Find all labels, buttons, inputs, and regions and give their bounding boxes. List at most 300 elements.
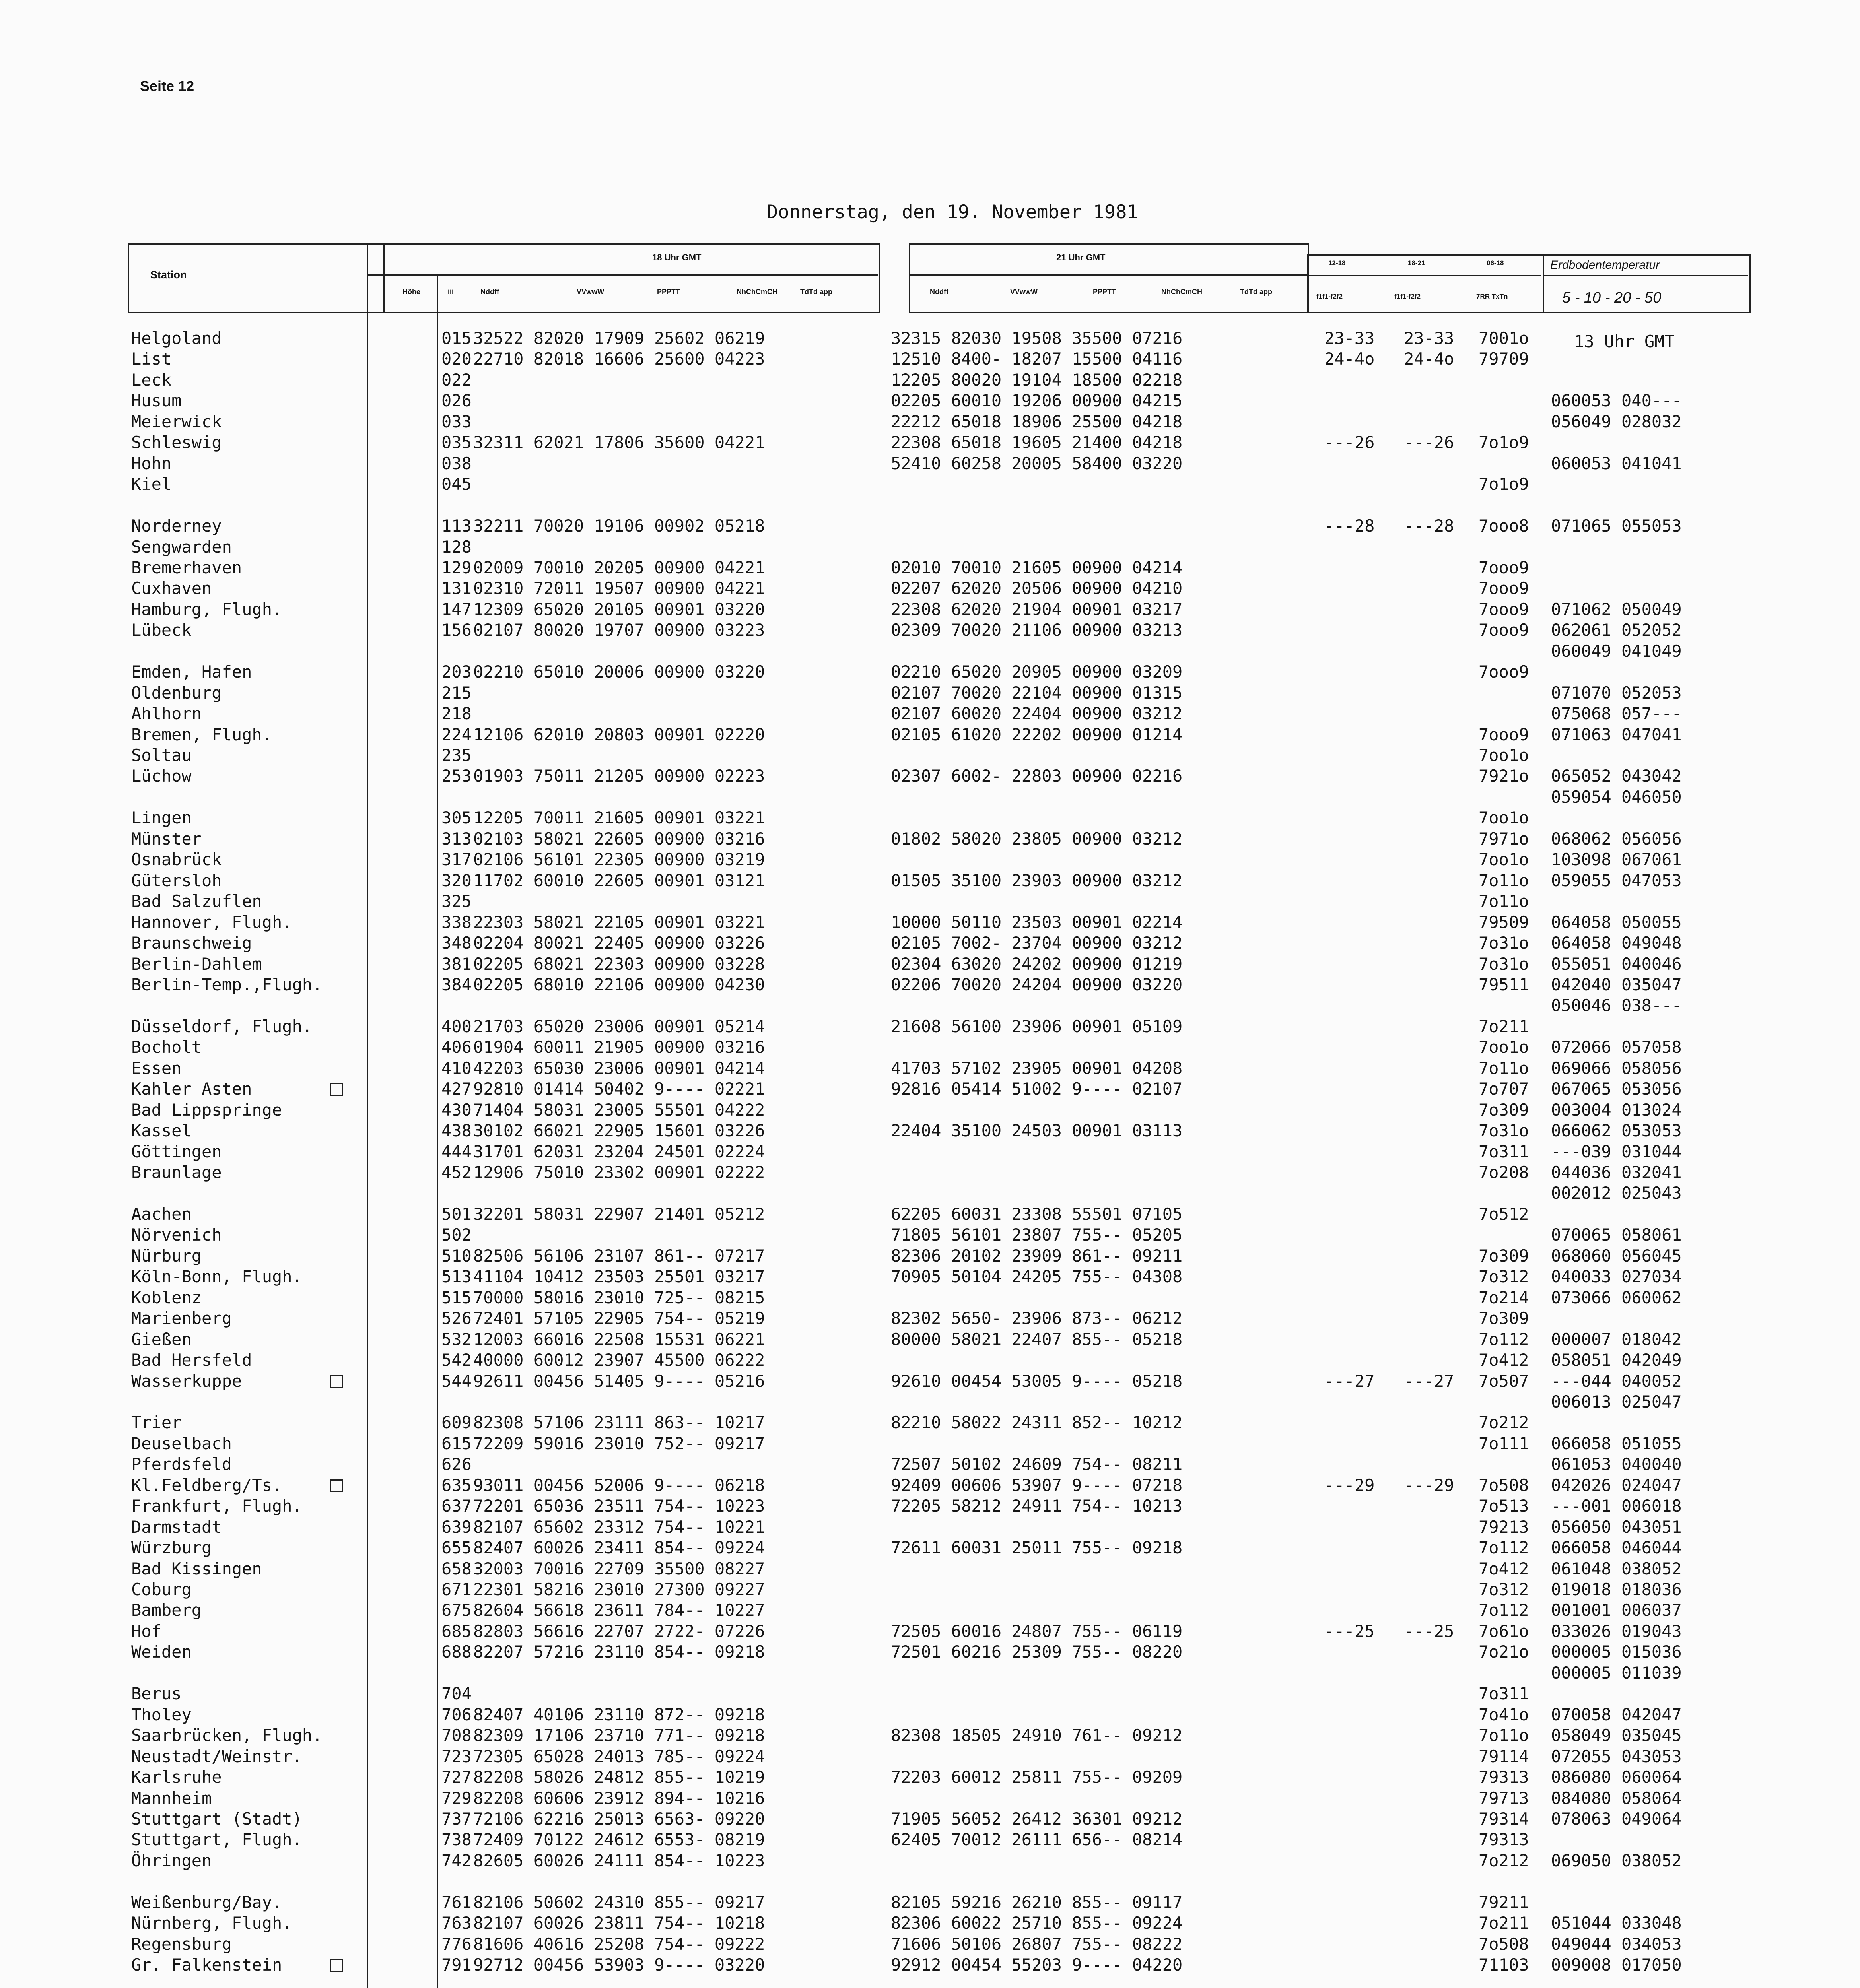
precip-06-18: 79713	[1479, 1788, 1529, 1808]
station-number: 131	[441, 579, 472, 598]
soil-temp: 042026 024047	[1551, 1475, 1682, 1495]
header-soil-temp: Erdbodentemperatur	[1550, 258, 1660, 272]
obs-18-gmt: 72209 59016 23010 752-- 09217	[473, 1433, 765, 1453]
soil-temp: 073066 060062	[1551, 1287, 1682, 1307]
obs-21-gmt: 02105 61020 22202 00900 01214	[891, 724, 1183, 744]
header-21-col: NhChCmCH	[1161, 288, 1202, 296]
precip-06-18: 79509	[1479, 912, 1529, 932]
obs-21-gmt: 02107 70020 22104 00900 01315	[891, 683, 1183, 703]
precip-06-18: 7oo1o	[1479, 808, 1529, 828]
station-number: 626	[441, 1454, 472, 1474]
precip-06-18: 7ooo9	[1479, 557, 1529, 577]
station-name: Meierwick	[131, 412, 222, 431]
header-18-gmt: 18 Uhr GMT	[652, 252, 702, 262]
precip-06-18: 7001o	[1479, 328, 1529, 348]
obs-18-gmt: 82208 58026 24812 855-- 10219	[473, 1767, 765, 1787]
precip-06-18: 7ooo9	[1479, 724, 1529, 744]
soil-temp: 000005 015036	[1551, 1642, 1682, 1662]
obs-21-gmt: 72203 60012 25811 755-- 09209	[891, 1767, 1183, 1787]
station-number: 704	[441, 1684, 472, 1704]
station-number: 156	[441, 620, 472, 640]
station-number: 128	[441, 537, 472, 557]
station-number: 215	[441, 683, 472, 703]
station-name: Lingen	[131, 808, 192, 828]
obs-18-gmt: 12106 62010 20803 00901 02220	[473, 724, 765, 744]
station-name: Münster	[131, 829, 202, 848]
page-number: Seite 12	[140, 78, 194, 94]
station-number: 544	[441, 1371, 472, 1391]
precip-06-18: 7o312	[1479, 1267, 1529, 1287]
soil-temp: 062061 052052	[1551, 620, 1682, 640]
square-icon	[330, 1959, 343, 1972]
soil-temp: ---044 040052	[1551, 1371, 1682, 1391]
soil-temp: 009008 017050	[1551, 1955, 1682, 1975]
soil-temp: 056050 043051	[1551, 1517, 1682, 1537]
obs-18-gmt: 22301 58216 23010 27300 09227	[473, 1580, 765, 1599]
obs-18-gmt: 42203 65030 23006 00901 04214	[473, 1058, 765, 1078]
precip-12-18: ---25	[1324, 1621, 1375, 1641]
station-number: 113	[441, 516, 472, 536]
soil-temp: 059055 047053	[1551, 870, 1682, 890]
station-name: Pferdsfeld	[131, 1454, 232, 1474]
obs-18-gmt: 22303 58021 22105 00901 03221	[473, 912, 765, 932]
soil-temp: 042040 035047	[1551, 975, 1682, 994]
station-name: Essen	[131, 1058, 182, 1078]
obs-21-gmt: 12510 8400- 18207 15500 04116	[891, 349, 1183, 369]
obs-18-gmt: 02310 72011 19507 00900 04221	[473, 579, 765, 598]
obs-21-gmt: 01802 58020 23805 00900 03212	[891, 829, 1183, 848]
station-name: Lüchow	[131, 766, 192, 786]
obs-21-gmt: 22404 35100 24503 00901 03113	[891, 1121, 1183, 1141]
obs-21-gmt: 71606 50106 26807 755-- 08222	[891, 1934, 1183, 1954]
precip-12-18: ---28	[1324, 516, 1375, 536]
station-name: Göttingen	[131, 1142, 222, 1161]
obs-18-gmt: 02009 70010 20205 00900 04221	[473, 557, 765, 577]
precip-06-18: 7ooo9	[1479, 662, 1529, 682]
obs-21-gmt: 82210 58022 24311 852-- 10212	[891, 1413, 1183, 1433]
obs-21-gmt: 02105 7002- 23704 00900 03212	[891, 933, 1183, 953]
station-name: Kahler Asten	[131, 1079, 252, 1099]
station-number: 738	[441, 1830, 472, 1850]
station-name: Berus	[131, 1684, 182, 1704]
soil-temp: 069050 038052	[1551, 1850, 1682, 1870]
precip-18-21: 24-4o	[1404, 349, 1454, 369]
station-name: Oldenburg	[131, 683, 222, 703]
station-name: Bad Salzuflen	[131, 891, 262, 911]
precip-06-18: 7oo1o	[1479, 1037, 1529, 1057]
soil-temp: 061053 040040	[1551, 1454, 1682, 1474]
soil-temp: 019018 018036	[1551, 1580, 1682, 1599]
station-name: Kiel	[131, 474, 172, 494]
station-number: 015	[441, 328, 472, 348]
station-number: 348	[441, 933, 472, 953]
station-number: 224	[441, 724, 472, 744]
precip-06-18: 71103	[1479, 1955, 1529, 1975]
station-number: 639	[441, 1517, 472, 1537]
precip-06-18: 7o212	[1479, 1413, 1529, 1433]
obs-21-gmt: 22212 65018 18906 25500 04218	[891, 412, 1183, 431]
obs-18-gmt: 11702 60010 22605 00901 03121	[473, 870, 765, 890]
precip-06-18: 7971o	[1479, 829, 1529, 848]
precip-06-18: 7oo1o	[1479, 746, 1529, 765]
obs-18-gmt: 82107 60026 23811 754-- 10218	[473, 1913, 765, 1933]
station-name: Berlin-Temp.,Flugh.	[131, 975, 323, 994]
precip-06-18: 7o513	[1479, 1496, 1529, 1516]
soil-temp: 060053 041041	[1551, 453, 1682, 473]
precip-06-18: 7o31o	[1479, 933, 1529, 953]
station-number: 609	[441, 1413, 472, 1433]
station-name: Hannover, Flugh.	[131, 912, 292, 932]
table-divider	[367, 243, 368, 1988]
obs-21-gmt: 12205 80020 19104 18500 02218	[891, 370, 1183, 390]
obs-18-gmt: 32311 62021 17806 35600 04221	[473, 433, 765, 452]
header-box-21	[909, 243, 1309, 313]
precip-18-21: 23-33	[1404, 328, 1454, 348]
precip-18-21: ---28	[1404, 516, 1454, 536]
station-name: Bocholt	[131, 1037, 202, 1057]
square-icon	[330, 1375, 343, 1388]
obs-21-gmt: 72611 60031 25011 755-- 09218	[891, 1538, 1183, 1558]
station-number: 147	[441, 599, 472, 619]
precip-06-18: 7o1o9	[1479, 474, 1529, 494]
obs-21-gmt: 02210 65020 20905 00900 03209	[891, 662, 1183, 682]
obs-21-gmt: 82302 5650- 23906 873-- 06212	[891, 1309, 1183, 1328]
square-icon	[330, 1083, 343, 1096]
obs-21-gmt: 82306 20102 23909 861-- 09211	[891, 1246, 1183, 1266]
obs-18-gmt: 93011 00456 52006 9---- 06218	[473, 1475, 765, 1495]
header-18-col: VVwwW	[577, 288, 604, 296]
obs-21-gmt: 72501 60216 25309 755-- 08220	[891, 1642, 1183, 1662]
station-number: 655	[441, 1538, 472, 1558]
soil-temp: 071062 050049	[1551, 599, 1682, 619]
station-number: 020	[441, 349, 472, 369]
precip-06-18: 7o412	[1479, 1350, 1529, 1370]
station-number: 513	[441, 1267, 472, 1287]
soil-temp: ---039 031044	[1551, 1142, 1682, 1161]
precip-06-18: 7o111	[1479, 1433, 1529, 1453]
station-name: Cuxhaven	[131, 579, 212, 598]
soil-temp: 078063 049064	[1551, 1809, 1682, 1829]
obs-18-gmt: 02103 58021 22605 00900 03216	[473, 829, 765, 848]
precip-06-18: 7o208	[1479, 1163, 1529, 1182]
obs-18-gmt: 32211 70020 19106 00902 05218	[473, 516, 765, 536]
soil-temp: 049044 034053	[1551, 1934, 1682, 1954]
station-number: 129	[441, 557, 472, 577]
soil-temp: 033026 019043	[1551, 1621, 1682, 1641]
station-number: 526	[441, 1309, 472, 1328]
soil-temp: 071063 047041	[1551, 724, 1682, 744]
station-name: Saarbrücken, Flugh.	[131, 1726, 323, 1745]
header-precip-18-21: 18-21	[1408, 259, 1425, 267]
station-number: 675	[441, 1600, 472, 1620]
obs-21-gmt: 02309 70020 21106 00900 03213	[891, 620, 1183, 640]
obs-21-gmt: 92610 00454 53005 9---- 05218	[891, 1371, 1183, 1391]
soil-temp: 006013 025047	[1551, 1392, 1682, 1411]
obs-18-gmt: 02107 80020 19707 00900 03223	[473, 620, 765, 640]
header-18-col: Nddff	[480, 288, 499, 296]
obs-18-gmt: 82803 56616 22707 2722- 07226	[473, 1621, 765, 1641]
precip-06-18: 79211	[1479, 1892, 1529, 1912]
station-number: 510	[441, 1246, 472, 1266]
header-precip-12-18: 12-18	[1328, 259, 1346, 267]
precip-06-18: 7o11o	[1479, 870, 1529, 890]
station-name: Tholey	[131, 1705, 192, 1724]
obs-21-gmt: 62405 70012 26111 656-- 08214	[891, 1830, 1183, 1850]
obs-18-gmt: 02210 65010 20006 00900 03220	[473, 662, 765, 682]
station-name: Nürnberg, Flugh.	[131, 1913, 292, 1933]
precip-18-21: ---25	[1404, 1621, 1454, 1641]
obs-21-gmt: 01505 35100 23903 00900 03212	[891, 870, 1183, 890]
station-number: 542	[441, 1350, 472, 1370]
obs-18-gmt: 71404 58031 23005 55501 04222	[473, 1100, 765, 1120]
obs-21-gmt: 10000 50110 23503 00901 02214	[891, 912, 1183, 932]
soil-temp: 103098 067061	[1551, 850, 1682, 870]
station-number: 235	[441, 746, 472, 765]
precip-06-18: 7o309	[1479, 1309, 1529, 1328]
station-name: Koblenz	[131, 1287, 202, 1307]
obs-21-gmt: 21608 56100 23906 00901 05109	[891, 1016, 1183, 1036]
station-number: 253	[441, 766, 472, 786]
precip-06-18: 7o309	[1479, 1100, 1529, 1120]
station-number: 022	[441, 370, 472, 390]
header-soil-depths: 5 - 10 - 20 - 50	[1562, 289, 1662, 306]
soil-temp: 061048 038052	[1551, 1559, 1682, 1578]
soil-temp: 002012 025043	[1551, 1183, 1682, 1203]
station-number: 384	[441, 975, 472, 994]
soil-temp: 067065 053056	[1551, 1079, 1682, 1099]
station-name: Stuttgart (Stadt)	[131, 1809, 302, 1829]
soil-temp: 086080 060064	[1551, 1767, 1682, 1787]
precip-06-18: 7ooo9	[1479, 599, 1529, 619]
header-precip-06-18: 06-18	[1487, 259, 1504, 267]
obs-18-gmt: 12309 65020 20105 00901 03220	[473, 599, 765, 619]
soil-temp: 050046 038---	[1551, 996, 1682, 1015]
station-number: 305	[441, 808, 472, 828]
obs-21-gmt: 70905 50104 24205 755-- 04308	[891, 1267, 1183, 1287]
station-name: Braunlage	[131, 1163, 222, 1182]
obs-18-gmt: 92712 00456 53903 9---- 03220	[473, 1955, 765, 1975]
station-number: 320	[441, 870, 472, 890]
obs-18-gmt: 70000 58016 23010 725-- 08215	[473, 1287, 765, 1307]
station-number: 035	[441, 433, 472, 452]
precip-06-18: 7o214	[1479, 1287, 1529, 1307]
station-name: Kl.Feldberg/Ts.	[131, 1475, 282, 1495]
obs-18-gmt: 22710 82018 16606 25600 04223	[473, 349, 765, 369]
precip-12-18: ---27	[1324, 1371, 1375, 1391]
station-name: Köln-Bonn, Flugh.	[131, 1267, 302, 1287]
precip-06-18: 7ooo8	[1479, 516, 1529, 536]
precip-06-18: 7o211	[1479, 1913, 1529, 1933]
obs-21-gmt: 82306 60022 25710 855-- 09224	[891, 1913, 1183, 1933]
precip-12-18: 24-4o	[1324, 349, 1375, 369]
obs-21-gmt: 02205 60010 19206 00900 04215	[891, 391, 1183, 411]
obs-21-gmt: 02107 60020 22404 00900 03212	[891, 704, 1183, 724]
obs-18-gmt: 82506 56106 23107 861-- 07217	[473, 1246, 765, 1266]
precip-12-18: 23-33	[1324, 328, 1375, 348]
obs-21-gmt: 02010 70010 21605 00900 04214	[891, 557, 1183, 577]
station-number: 763	[441, 1913, 472, 1933]
soil-temp: 070058 042047	[1551, 1705, 1682, 1724]
obs-21-gmt: 72505 60016 24807 755-- 06119	[891, 1621, 1183, 1641]
station-name: Regensburg	[131, 1934, 232, 1954]
station-name: Mannheim	[131, 1788, 212, 1808]
header-station: Station	[150, 269, 187, 281]
soil-temp: 056049 028032	[1551, 412, 1682, 431]
header-precip-sub: f1f1-f2f2	[1394, 293, 1421, 300]
precip-06-18: 7o512	[1479, 1204, 1529, 1224]
station-name: Leck	[131, 370, 172, 390]
soil-temp: 055051 040046	[1551, 954, 1682, 974]
precip-06-18: 7o21o	[1479, 1642, 1529, 1662]
station-number: 708	[441, 1726, 472, 1745]
station-number: 400	[441, 1016, 472, 1036]
header-21-col: VVwwW	[1010, 288, 1038, 296]
precip-06-18: 79313	[1479, 1767, 1529, 1787]
precip-06-18: 7oo1o	[1479, 850, 1529, 870]
station-number: 038	[441, 453, 472, 473]
precip-06-18: 7o211	[1479, 1016, 1529, 1036]
station-number: 045	[441, 474, 472, 494]
station-name: Bamberg	[131, 1600, 202, 1620]
header-iii: iii	[448, 288, 454, 296]
station-number: 218	[441, 704, 472, 724]
precip-06-18: 7o112	[1479, 1538, 1529, 1558]
obs-21-gmt: 82308 18505 24910 761-- 09212	[891, 1726, 1183, 1745]
obs-18-gmt: 02205 68021 22303 00900 03228	[473, 954, 765, 974]
station-name: Nürburg	[131, 1246, 202, 1266]
precip-06-18: 7o11o	[1479, 1726, 1529, 1745]
precip-06-18: 7o31o	[1479, 954, 1529, 974]
soil-temp: 044036 032041	[1551, 1163, 1682, 1182]
precip-06-18: 79313	[1479, 1830, 1529, 1850]
obs-18-gmt: 82308 57106 23111 863-- 10217	[473, 1413, 765, 1433]
header-18-col: PPPTT	[657, 288, 680, 296]
precip-06-18: 7o212	[1479, 1850, 1529, 1870]
station-name: Wasserkuppe	[131, 1371, 242, 1391]
station-number: 742	[441, 1850, 472, 1870]
station-name: Soltau	[131, 746, 192, 765]
obs-18-gmt: 82407 60026 23411 854-- 09224	[473, 1538, 765, 1558]
soil-temp: 084080 058064	[1551, 1788, 1682, 1808]
precip-06-18: 7o508	[1479, 1475, 1529, 1495]
soil-temp: 060049 041049	[1551, 641, 1682, 661]
precip-12-18: ---26	[1324, 433, 1375, 452]
obs-21-gmt: 92912 00454 55203 9---- 04220	[891, 1955, 1183, 1975]
obs-21-gmt: 02307 6002- 22803 00900 02216	[891, 766, 1183, 786]
obs-18-gmt: 02106 56101 22305 00900 03219	[473, 850, 765, 870]
obs-21-gmt: 92409 00606 53907 9---- 07218	[891, 1475, 1183, 1495]
soil-temp: 064058 050055	[1551, 912, 1682, 932]
station-name: Gr. Falkenstein	[131, 1955, 282, 1975]
station-number: 671	[441, 1580, 472, 1599]
station-number: 776	[441, 1934, 472, 1954]
precip-06-18: 7o312	[1479, 1580, 1529, 1599]
obs-18-gmt: 82208 60606 23912 894-- 10216	[473, 1788, 765, 1808]
station-number: 723	[441, 1746, 472, 1766]
soil-temp: 065052 043042	[1551, 766, 1682, 786]
precip-06-18: 7ooo9	[1479, 620, 1529, 640]
station-name: Sengwarden	[131, 537, 232, 557]
precip-06-18: 79709	[1479, 349, 1529, 369]
soil-temp: 001001 006037	[1551, 1600, 1682, 1620]
obs-18-gmt: 01904 60011 21905 00900 03216	[473, 1037, 765, 1057]
precip-06-18: 79114	[1479, 1746, 1529, 1766]
station-name: Aachen	[131, 1204, 192, 1224]
station-name: Stuttgart, Flugh.	[131, 1830, 302, 1850]
precip-06-18: 7o412	[1479, 1559, 1529, 1578]
station-name: Hamburg, Flugh.	[131, 599, 282, 619]
precip-06-18: 7o112	[1479, 1329, 1529, 1349]
obs-18-gmt: 82407 40106 23110 872-- 09218	[473, 1705, 765, 1724]
precip-06-18: 79511	[1479, 975, 1529, 994]
station-number: 203	[441, 662, 472, 682]
precip-18-21: ---27	[1404, 1371, 1454, 1391]
station-number: 791	[441, 1955, 472, 1975]
soil-temp: 040033 027034	[1551, 1267, 1682, 1287]
station-name: Berlin-Dahlem	[131, 954, 262, 974]
station-number: 727	[441, 1767, 472, 1787]
obs-18-gmt: 82107 65602 23312 754-- 10221	[473, 1517, 765, 1537]
station-number: 761	[441, 1892, 472, 1912]
station-number: 658	[441, 1559, 472, 1578]
station-name: Husum	[131, 391, 182, 411]
obs-18-gmt: 02205 68010 22106 00900 04230	[473, 975, 765, 994]
station-name: Frankfurt, Flugh.	[131, 1496, 302, 1516]
precip-06-18: 7o61o	[1479, 1621, 1529, 1641]
header-21-col: PPPTT	[1093, 288, 1116, 296]
station-name: List	[131, 349, 172, 369]
header-21-gmt: 21 Uhr GMT	[1056, 252, 1106, 262]
header-box-18	[383, 243, 880, 313]
obs-18-gmt: 72106 62216 25013 6563- 09220	[473, 1809, 765, 1829]
precip-06-18: 7o707	[1479, 1079, 1529, 1099]
soil-temp: ---001 006018	[1551, 1496, 1682, 1516]
soil-temp: 070065 058061	[1551, 1225, 1682, 1245]
station-name: Gießen	[131, 1329, 192, 1349]
station-number: 615	[441, 1433, 472, 1453]
obs-18-gmt: 72305 65028 24013 785-- 09224	[473, 1746, 765, 1766]
obs-18-gmt: 72201 65036 23511 754-- 10223	[473, 1496, 765, 1516]
station-name: Ahlhorn	[131, 704, 202, 724]
station-name: Norderney	[131, 516, 222, 536]
obs-18-gmt: 82309 17106 23710 771-- 09218	[473, 1726, 765, 1745]
precip-06-18: 79213	[1479, 1517, 1529, 1537]
station-number: 033	[441, 412, 472, 431]
obs-18-gmt: 30102 66021 22905 15601 03226	[473, 1121, 765, 1141]
station-name: Neustadt/Weinstr.	[131, 1746, 302, 1766]
station-name: Bad Hersfeld	[131, 1350, 252, 1370]
soil-temp: 068062 056056	[1551, 829, 1682, 848]
station-number: 737	[441, 1809, 472, 1829]
station-number: 313	[441, 829, 472, 848]
obs-21-gmt: 62205 60031 23308 55501 07105	[891, 1204, 1183, 1224]
precip-06-18: 7o311	[1479, 1142, 1529, 1161]
precip-06-18: 7o41o	[1479, 1705, 1529, 1724]
station-number: 325	[441, 891, 472, 911]
obs-21-gmt: 92816 05414 51002 9---- 02107	[891, 1079, 1183, 1099]
station-name: Coburg	[131, 1580, 192, 1599]
station-name: Osnabrück	[131, 850, 222, 870]
soil-temp: 000005 011039	[1551, 1663, 1682, 1683]
obs-18-gmt: 92810 01414 50402 9---- 02221	[473, 1079, 765, 1099]
station-number: 515	[441, 1287, 472, 1307]
obs-18-gmt: 82207 57216 23110 854-- 09218	[473, 1642, 765, 1662]
station-number: 406	[441, 1037, 472, 1057]
soil-temp: 069066 058056	[1551, 1058, 1682, 1078]
station-name: Kassel	[131, 1121, 192, 1141]
station-number: 430	[441, 1100, 472, 1120]
obs-21-gmt: 80000 58021 22407 855-- 05218	[891, 1329, 1183, 1349]
